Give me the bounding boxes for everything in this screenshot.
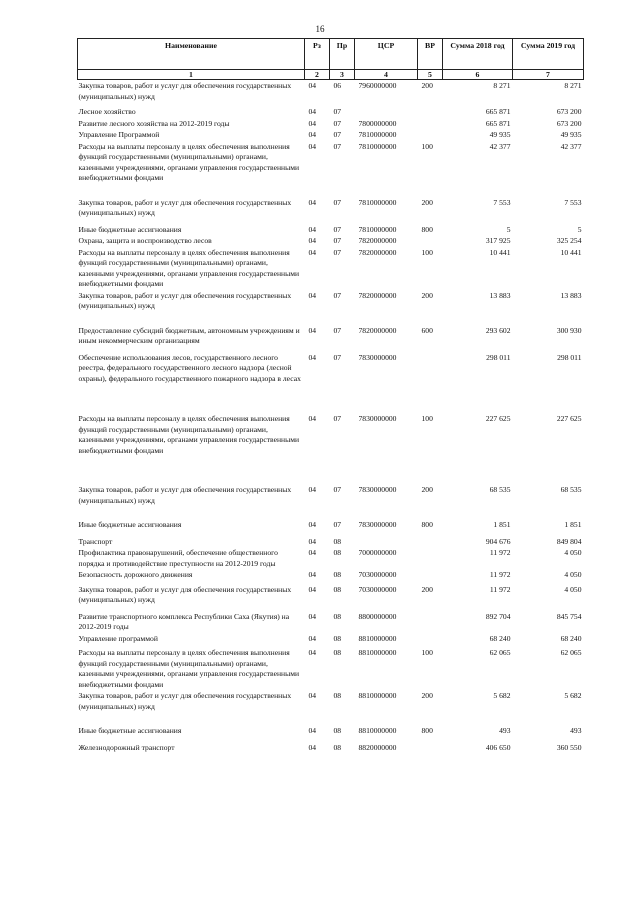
table-row	[78, 107, 584, 119]
row-sum-2019: 298 011	[557, 352, 582, 362]
row-pr: 08	[333, 742, 342, 752]
table-row	[78, 743, 584, 755]
row-name: Предоставление субсидий бюджетным, автономным учреждениям и иным некоммерческим организациям	[78, 325, 300, 345]
row-csr: 7820000000	[358, 325, 397, 335]
table-row	[78, 198, 584, 225]
row-sum-2018: 493	[499, 726, 511, 735]
table-row	[78, 612, 584, 634]
row-rz: 04	[308, 485, 317, 494]
row-sum-2018: 7 553	[493, 197, 511, 207]
row-vr	[418, 537, 443, 549]
row-sum-2019: 227 625	[556, 414, 582, 423]
row-pr: 08	[333, 633, 342, 643]
row-name: Транспорт	[78, 536, 113, 546]
header-sum-2019: Сумма 2019 год	[513, 39, 584, 70]
row-vr: 200	[421, 691, 433, 700]
row-rz: 04	[308, 118, 317, 128]
row-sum-2019: 4 050	[564, 584, 582, 594]
table-row	[78, 648, 584, 691]
row-name: Иные бюджетные ассигнования	[78, 224, 182, 234]
table-row	[78, 520, 584, 537]
row-vr	[418, 634, 443, 649]
column-number: 5	[418, 70, 443, 80]
row-csr: 7830000000	[358, 520, 397, 529]
row-name: Лесное хозяйство	[78, 107, 136, 116]
row-pr: 07	[333, 414, 342, 423]
table-row	[78, 80, 584, 108]
row-sum-2019: 300 930	[556, 325, 582, 335]
row-name: Закупка товаров, работ и услуг для обеспечения государственных (муниципальных) нужд	[78, 485, 292, 505]
row-pr: 08	[333, 648, 342, 657]
table-row	[78, 119, 584, 131]
row-vr	[418, 236, 443, 248]
row-csr: 7820000000	[358, 236, 397, 245]
row-sum-2018: 5 682	[493, 691, 511, 700]
row-rz: 04	[308, 236, 317, 245]
row-name: Профилактика правонарушений, обеспечение общественного порядка и противодействие преступности на 2012-2019 годы	[78, 548, 278, 568]
row-pr: 07	[333, 107, 342, 116]
row-sum-2019: 8 271	[564, 81, 582, 90]
row-pr: 07	[333, 236, 342, 245]
row-vr	[418, 119, 443, 131]
row-sum-2018: 13 883	[489, 290, 511, 300]
row-name: Железнодорожный транспорт	[78, 742, 175, 752]
row-sum-2018: 62 065	[489, 648, 511, 657]
row-sum-2018: 1 851	[493, 520, 511, 529]
row-pr: 07	[333, 130, 342, 139]
row-pr: 07	[333, 485, 342, 494]
row-sum-2018: 10 441	[489, 247, 511, 257]
row-csr: 7000000000	[358, 548, 397, 557]
row-csr: 7800000000	[358, 118, 397, 128]
row-sum-2018: 227 625	[485, 414, 511, 423]
table-row	[78, 130, 584, 142]
row-name: Безопасность дорожного движения	[78, 570, 193, 579]
row-vr	[418, 107, 443, 119]
row-sum-2018: 317 925	[485, 236, 511, 245]
row-sum-2019: 68 240	[560, 633, 582, 643]
row-csr: 7830000000	[358, 485, 397, 494]
row-csr: 7810000000	[358, 197, 397, 207]
row-csr: 8800000000	[358, 611, 397, 621]
table-row	[78, 225, 584, 237]
row-name: Закупка товаров, работ и услуг для обеспечения государственных (муниципальных) нужд	[78, 197, 292, 217]
row-csr: 7830000000	[358, 414, 397, 423]
row-rz: 04	[308, 548, 317, 557]
row-csr: 7820000000	[358, 247, 397, 257]
row-csr: 7810000000	[358, 141, 397, 151]
row-vr: 600	[421, 325, 433, 335]
row-pr: 07	[333, 325, 342, 335]
row-name: Управление программой	[78, 633, 158, 643]
row-name: Закупка товаров, работ и услуг для обеспечения государственных (муниципальных) нужд	[78, 290, 292, 310]
row-csr: 7030000000	[358, 584, 397, 594]
row-rz: 04	[308, 611, 317, 621]
table-row	[78, 353, 584, 415]
row-name: Управление Программой	[78, 130, 160, 139]
row-rz: 04	[308, 107, 317, 116]
row-sum-2018: 406 650	[485, 742, 511, 752]
row-pr: 07	[333, 141, 342, 151]
row-sum-2018: 68 535	[489, 485, 511, 494]
row-pr: 08	[333, 536, 342, 546]
row-sum-2019: 7 553	[564, 197, 582, 207]
row-pr: 07	[333, 520, 342, 529]
row-rz: 04	[308, 691, 317, 700]
row-name: Расходы на выплаты персоналу в целях обеспечения выполнения функций государственными (муниципальными) органами, казенными учреждениями, органами управления государственными внебюджетными фондами	[78, 648, 300, 689]
header-name: Наименование	[78, 39, 305, 70]
row-rz: 04	[308, 633, 317, 643]
row-rz: 04	[308, 726, 317, 735]
row-rz: 04	[308, 570, 317, 579]
row-pr: 07	[333, 224, 342, 234]
row-sum-2018: 904 676	[485, 536, 511, 546]
row-pr: 08	[333, 611, 342, 621]
row-rz: 04	[308, 536, 317, 546]
row-vr: 200	[421, 584, 433, 594]
header-pr: Пр	[330, 39, 355, 70]
row-name: Расходы на выплаты персоналу в целях обеспечения выполнения функций государственными (муниципальными) органами, казенными учреждениями, органами управления государственными внебюджетными фондами	[78, 141, 300, 182]
header-row	[78, 39, 584, 70]
row-csr: 8810000000	[358, 726, 397, 735]
row-vr: 200	[421, 485, 433, 494]
row-csr: 8810000000	[358, 633, 397, 643]
table-row	[78, 142, 584, 198]
row-rz: 04	[308, 81, 317, 90]
header-csr: ЦСР	[355, 39, 418, 70]
row-vr: 800	[421, 726, 433, 735]
table-row	[78, 291, 584, 326]
row-csr: 7830000000	[358, 352, 397, 362]
row-rz: 04	[308, 325, 317, 335]
row-rz: 04	[308, 648, 317, 657]
table-row	[78, 248, 584, 291]
header-vr: ВР	[418, 39, 443, 70]
row-vr	[418, 743, 443, 755]
table-row	[78, 570, 584, 585]
column-number: 2	[305, 70, 330, 80]
row-sum-2019: 325 254	[556, 236, 582, 245]
row-vr	[418, 130, 443, 142]
row-pr: 07	[333, 197, 342, 207]
row-sum-2019: 849 804	[556, 536, 582, 546]
row-sum-2019: 5 682	[564, 691, 582, 700]
row-csr	[355, 107, 418, 119]
row-pr: 08	[333, 570, 342, 579]
row-rz: 04	[308, 247, 317, 257]
row-csr: 7820000000	[358, 290, 397, 300]
row-name: Расходы на выплаты персоналу в целях обеспечения выполнения функций государственными (муниципальными) органами, казенными учреждениями, органами управления государственными внебюджетными фондами	[78, 414, 300, 455]
row-sum-2019: 1 851	[564, 520, 582, 529]
row-rz: 04	[308, 520, 317, 529]
row-rz: 04	[308, 290, 317, 300]
row-name: Закупка товаров, работ и услуг для обеспечения государственных (муниципальных) нужд	[78, 81, 292, 101]
row-sum-2018: 68 240	[489, 633, 511, 643]
row-sum-2019: 5	[577, 224, 582, 234]
row-sum-2018: 8 271	[493, 81, 511, 90]
row-sum-2019: 493	[570, 726, 582, 735]
row-pr: 07	[333, 352, 342, 362]
column-number: 6	[443, 70, 513, 80]
row-pr: 06	[333, 81, 342, 90]
row-sum-2018: 5	[506, 224, 511, 234]
row-sum-2019: 13 883	[560, 290, 582, 300]
row-csr: 8810000000	[358, 648, 397, 657]
row-vr: 100	[421, 141, 433, 151]
row-csr: 8820000000	[358, 742, 397, 752]
row-rz: 04	[308, 414, 317, 423]
row-sum-2018: 892 704	[485, 611, 511, 621]
row-name: Охрана, защита и воспроизводство лесов	[78, 236, 212, 245]
row-name: Расходы на выплаты персоналу в целях обеспечения выполнения функций государственными (муниципальными) органами, казенными учреждениями, органами управления государственными внебюджетными фондами	[78, 247, 300, 288]
row-name: Иные бюджетные ассигнования	[78, 726, 182, 735]
row-vr	[418, 548, 443, 570]
row-sum-2019: 360 550	[556, 742, 582, 752]
row-pr: 08	[333, 548, 342, 557]
row-sum-2018: 293 602	[485, 325, 511, 335]
row-name: Развитие лесного хозяйства на 2012-2019 годы	[78, 118, 230, 128]
row-vr: 100	[421, 247, 433, 257]
row-vr	[418, 612, 443, 634]
row-vr	[418, 353, 443, 415]
table-row	[78, 236, 584, 248]
row-csr: 7810000000	[358, 224, 397, 234]
row-name: Развитие транспортного комплекса Республики Саха (Якутия) на 2012-2019 годы	[78, 611, 290, 631]
column-number: 7	[513, 70, 584, 80]
row-rz: 04	[308, 584, 317, 594]
row-rz: 04	[308, 197, 317, 207]
column-number: 4	[355, 70, 418, 80]
row-vr	[418, 570, 443, 585]
row-sum-2019: 62 065	[560, 648, 582, 657]
row-sum-2019: 673 200	[556, 118, 582, 128]
row-sum-2019: 4 050	[564, 548, 582, 557]
table-row	[78, 485, 584, 520]
row-csr: 7960000000	[358, 81, 397, 90]
column-number: 3	[330, 70, 355, 80]
row-csr: 8810000000	[358, 691, 397, 700]
row-csr	[355, 537, 418, 549]
row-sum-2018: 42 377	[489, 141, 511, 151]
row-pr: 08	[333, 691, 342, 700]
row-vr: 100	[421, 648, 433, 657]
row-sum-2018: 11 972	[489, 570, 511, 579]
row-sum-2019: 10 441	[560, 247, 582, 257]
row-sum-2019: 49 935	[560, 130, 582, 139]
row-sum-2018: 665 871	[485, 107, 511, 116]
column-number-row	[78, 70, 584, 80]
row-sum-2018: 298 011	[486, 352, 511, 362]
row-vr: 200	[421, 197, 433, 207]
row-pr: 07	[333, 290, 342, 300]
row-sum-2019: 42 377	[560, 141, 582, 151]
table-row	[78, 537, 584, 549]
row-rz: 04	[308, 742, 317, 752]
row-name: Обеспечение использования лесов, государственного лесного реестра, федерального государственного лесного надзора (лесной охраны), федерального государственного пожарного надзора в лесах	[78, 352, 301, 383]
row-sum-2018: 11 972	[489, 584, 511, 594]
row-csr: 7030000000	[358, 570, 397, 579]
row-sum-2018: 11 972	[489, 548, 511, 557]
header-sum-2018: Сумма 2018 год	[443, 39, 513, 70]
table-body	[78, 80, 584, 755]
row-rz: 04	[308, 141, 317, 151]
budget-table	[77, 38, 584, 754]
table-row	[78, 634, 584, 649]
table-row	[78, 726, 584, 743]
column-number: 1	[78, 70, 305, 80]
table-row	[78, 691, 584, 726]
page-number: 16	[315, 24, 325, 34]
table-row	[78, 414, 584, 485]
row-sum-2019: 4 050	[564, 570, 582, 579]
row-sum-2019: 68 535	[560, 485, 582, 494]
row-pr: 08	[333, 726, 342, 735]
row-sum-2018: 665 871	[485, 118, 511, 128]
row-pr: 08	[333, 584, 342, 594]
row-sum-2019: 673 200	[556, 107, 582, 116]
row-vr: 200	[421, 290, 433, 300]
row-name: Закупка товаров, работ и услуг для обеспечения государственных (муниципальных) нужд	[78, 584, 292, 604]
row-vr: 800	[421, 224, 433, 234]
row-pr: 07	[333, 247, 342, 257]
row-sum-2018: 49 935	[489, 130, 511, 139]
table-row	[78, 548, 584, 570]
header-rz: Рз	[305, 39, 330, 70]
row-vr: 100	[421, 414, 433, 423]
row-pr: 07	[333, 118, 342, 128]
row-csr: 7810000000	[358, 130, 397, 139]
row-rz: 04	[308, 130, 317, 139]
row-name: Закупка товаров, работ и услуг для обеспечения государственных (муниципальных) нужд	[78, 691, 292, 711]
row-rz: 04	[308, 352, 317, 362]
row-vr: 200	[421, 81, 433, 90]
table-row	[78, 585, 584, 612]
row-rz: 04	[308, 224, 317, 234]
row-name: Иные бюджетные ассигнования	[78, 520, 182, 529]
table-row	[78, 326, 584, 353]
row-sum-2019: 845 754	[556, 611, 582, 621]
row-vr: 800	[421, 520, 433, 529]
